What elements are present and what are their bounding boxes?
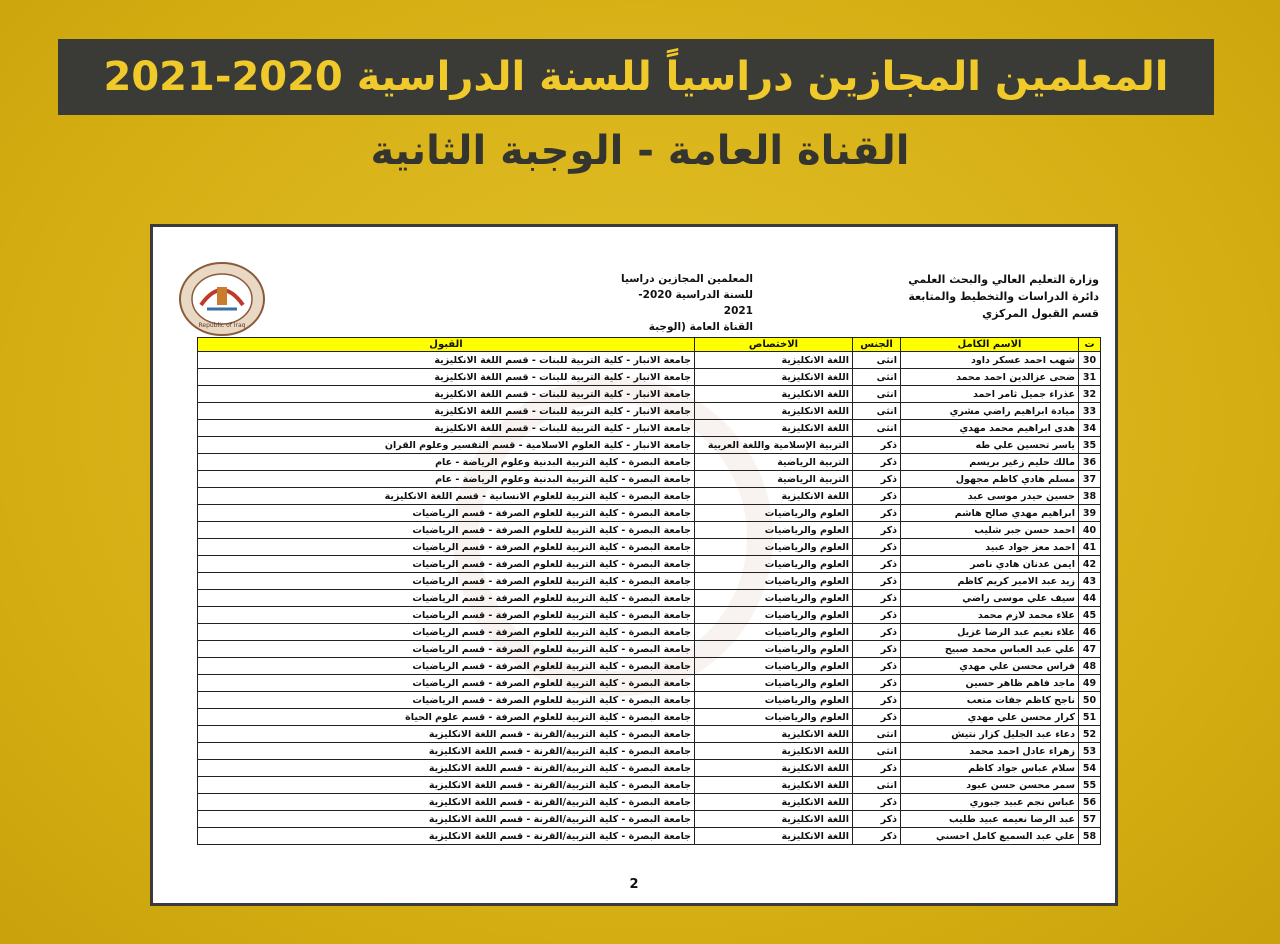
- cell-name: ابراهيم مهدي صالح هاشم: [901, 505, 1079, 522]
- table-row: [198, 777, 1101, 794]
- table-row: [198, 471, 1101, 488]
- cell-index: 48: [1079, 658, 1101, 675]
- cell-gender: ذكر: [853, 709, 901, 726]
- cell-gender: انثى: [853, 777, 901, 794]
- doc-title-line: للسنة الدراسية 2020-2021: [638, 289, 753, 317]
- cell-name: ياسر تحسين علي طه: [901, 437, 1079, 454]
- cell-admission: جامعة البصرة - كلية التربية للعلوم الصرفة - قسم علوم الحياة: [198, 709, 695, 726]
- cell-admission: جامعة البصرة - كلية التربية البدنية وعلوم الرياضة - عام: [198, 471, 695, 488]
- cell-admission: جامعة البصرة - كلية التربية للعلوم الصرفة - قسم الرياضيات: [198, 641, 695, 658]
- table-row: [198, 726, 1101, 743]
- cell-specialization: التربية الرياضية: [695, 454, 853, 471]
- cell-name: سلام عباس جواد كاظم: [901, 760, 1079, 777]
- ministry-block: [908, 271, 1099, 322]
- table-row: [198, 590, 1101, 607]
- table-row: [198, 454, 1101, 471]
- table-row: [198, 539, 1101, 556]
- table-row: [198, 403, 1101, 420]
- cell-name: ناجح كاظم جفات متعب: [901, 692, 1079, 709]
- cell-index: 35: [1079, 437, 1101, 454]
- cell-admission: جامعة الانبار - كلية التربية للبنات - قسم اللغة الانكليزية: [198, 403, 695, 420]
- cell-specialization: التربية الإسلامية واللغة العربية: [695, 437, 853, 454]
- cell-gender: ذكر: [853, 624, 901, 641]
- cell-admission: جامعة البصرة - كلية التربية للعلوم الانسانية - قسم اللغة الانكليزية: [198, 488, 695, 505]
- cell-specialization: العلوم والرياضيات: [695, 539, 853, 556]
- cell-admission: جامعة البصرة - كلية التربية/القرنة - قسم اللغة الانكليزية: [198, 828, 695, 845]
- cell-admission: جامعة البصرة - كلية التربية/القرنة - قسم اللغة الانكليزية: [198, 777, 695, 794]
- cell-specialization: العلوم والرياضيات: [695, 590, 853, 607]
- table-row: [198, 794, 1101, 811]
- cell-gender: انثى: [853, 743, 901, 760]
- table-row: [198, 743, 1101, 760]
- cell-name: احمد حسن جبر شليب: [901, 522, 1079, 539]
- cell-index: 30: [1079, 352, 1101, 369]
- cell-index: 52: [1079, 726, 1101, 743]
- cell-gender: انثى: [853, 403, 901, 420]
- header-banner: [58, 39, 1214, 115]
- col-header-gender: الجنس: [853, 338, 901, 352]
- cell-gender: ذكر: [853, 794, 901, 811]
- cell-admission: جامعة البصرة - كلية التربية للعلوم الصرفة - قسم الرياضيات: [198, 607, 695, 624]
- cell-specialization: اللغة الانكليزية: [695, 369, 853, 386]
- cell-admission: جامعة البصرة - كلية التربية/القرنة - قسم اللغة الانكليزية: [198, 794, 695, 811]
- cell-admission: جامعة البصرة - كلية التربية للعلوم الصرفة - قسم الرياضيات: [198, 692, 695, 709]
- cell-index: 42: [1079, 556, 1101, 573]
- col-header-specialization: الاختصاص: [695, 338, 853, 352]
- cell-admission: جامعة الانبار - كلية التربية للبنات - قسم اللغة الانكليزية: [198, 352, 695, 369]
- cell-index: 34: [1079, 420, 1101, 437]
- col-header-name: الاسم الكامل: [901, 338, 1079, 352]
- cell-specialization: اللغة الانكليزية: [695, 726, 853, 743]
- cell-name: علي عبد العباس محمد صبيح: [901, 641, 1079, 658]
- cell-gender: ذكر: [853, 539, 901, 556]
- cell-gender: ذكر: [853, 488, 901, 505]
- cell-index: 49: [1079, 675, 1101, 692]
- cell-specialization: العلوم والرياضيات: [695, 573, 853, 590]
- cell-gender: انثى: [853, 726, 901, 743]
- document-page: [150, 224, 1118, 906]
- cell-index: 58: [1079, 828, 1101, 845]
- cell-index: 43: [1079, 573, 1101, 590]
- cell-name: فراس محسن علي مهدي: [901, 658, 1079, 675]
- cell-specialization: العلوم والرياضيات: [695, 624, 853, 641]
- cell-gender: ذكر: [853, 811, 901, 828]
- ministry-line: وزارة التعليم العالي والبحث العلمي: [908, 273, 1099, 286]
- cell-admission: جامعة الانبار - كلية التربية للبنات - قسم اللغة الانكليزية: [198, 369, 695, 386]
- table-row: [198, 675, 1101, 692]
- cell-name: زهراء عادل احمد محمد: [901, 743, 1079, 760]
- cell-specialization: التربية الرياضية: [695, 471, 853, 488]
- cell-admission: جامعة البصرة - كلية التربية للعلوم الصرفة - قسم الرياضيات: [198, 590, 695, 607]
- cell-gender: ذكر: [853, 437, 901, 454]
- cell-index: 57: [1079, 811, 1101, 828]
- cell-admission: جامعة البصرة - كلية التربية للعلوم الصرفة - قسم الرياضيات: [198, 658, 695, 675]
- cell-gender: ذكر: [853, 505, 901, 522]
- table-row: [198, 811, 1101, 828]
- header-title: المعلمين المجازين دراسياً للسنة الدراسية 2020-2021: [103, 54, 1169, 100]
- cell-name: عبد الرضا نعيمه عبيد طليب: [901, 811, 1079, 828]
- cell-specialization: العلوم والرياضيات: [695, 692, 853, 709]
- cell-gender: انثى: [853, 386, 901, 403]
- table-row: [198, 488, 1101, 505]
- cell-admission: جامعة البصرة - كلية التربية للعلوم الصرفة - قسم الرياضيات: [198, 573, 695, 590]
- cell-name: هدى ابراهيم محمد مهدي: [901, 420, 1079, 437]
- cell-index: 53: [1079, 743, 1101, 760]
- table-row: [198, 386, 1101, 403]
- table-row: [198, 709, 1101, 726]
- cell-specialization: اللغة الانكليزية: [695, 828, 853, 845]
- cell-index: 50: [1079, 692, 1101, 709]
- cell-admission: جامعة البصرة - كلية التربية للعلوم الصرفة - قسم الرياضيات: [198, 539, 695, 556]
- cell-gender: انثى: [853, 369, 901, 386]
- table-row: [198, 641, 1101, 658]
- cell-gender: ذكر: [853, 454, 901, 471]
- table-row: [198, 607, 1101, 624]
- logo-caption: Republic of Iraq: [198, 322, 246, 329]
- col-header-index: ت: [1079, 338, 1101, 352]
- table-row: [198, 522, 1101, 539]
- cell-name: عباس نجم عبيد جبوري: [901, 794, 1079, 811]
- cell-index: 41: [1079, 539, 1101, 556]
- cell-gender: انثى: [853, 420, 901, 437]
- cell-admission: جامعة الانبار - كلية العلوم الاسلامية - قسم التفسير وعلوم القران: [198, 437, 695, 454]
- table-row: [198, 420, 1101, 437]
- cell-gender: ذكر: [853, 573, 901, 590]
- cell-admission: جامعة البصرة - كلية التربية للعلوم الصرفة - قسم الرياضيات: [198, 556, 695, 573]
- cell-name: مسلم هادي كاظم مجهول: [901, 471, 1079, 488]
- cell-admission: جامعة البصرة - كلية التربية للعلوم الصرفة - قسم الرياضيات: [198, 624, 695, 641]
- cell-name: علاء نعيم عبد الرضا غزيل: [901, 624, 1079, 641]
- cell-admission: جامعة البصرة - كلية التربية للعلوم الصرفة - قسم الرياضيات: [198, 505, 695, 522]
- ministry-logo-icon: [179, 261, 265, 337]
- cell-admission: جامعة البصرة - كلية التربية/القرنة - قسم اللغة الانكليزية: [198, 743, 695, 760]
- cell-name: علي عبد السميع كامل احسني: [901, 828, 1079, 845]
- cell-specialization: العلوم والرياضيات: [695, 607, 853, 624]
- cell-index: 44: [1079, 590, 1101, 607]
- cell-specialization: العلوم والرياضيات: [695, 709, 853, 726]
- cell-index: 56: [1079, 794, 1101, 811]
- table-row: [198, 624, 1101, 641]
- cell-name: عذراء جميل ثامر احمد: [901, 386, 1079, 403]
- cell-name: ايمن عدنان هادي ناصر: [901, 556, 1079, 573]
- ministry-line: قسم القبول المركزي: [982, 307, 1099, 320]
- cell-name: مالك حليم زغير بريسم: [901, 454, 1079, 471]
- table-row: [198, 556, 1101, 573]
- cell-gender: ذكر: [853, 828, 901, 845]
- cell-specialization: اللغة الانكليزية: [695, 760, 853, 777]
- cell-index: 47: [1079, 641, 1101, 658]
- cell-specialization: العلوم والرياضيات: [695, 505, 853, 522]
- table-row: [198, 352, 1101, 369]
- cell-specialization: اللغة الانكليزية: [695, 811, 853, 828]
- cell-specialization: العلوم والرياضيات: [695, 658, 853, 675]
- header-subtitle: القناة العامة - الوجبة الثانية: [370, 128, 910, 174]
- cell-gender: ذكر: [853, 471, 901, 488]
- cell-specialization: العلوم والرياضيات: [695, 522, 853, 539]
- cell-name: علاء محمد لازم محمد: [901, 607, 1079, 624]
- cell-specialization: اللغة الانكليزية: [695, 352, 853, 369]
- cell-admission: جامعة البصرة - كلية التربية للعلوم الصرفة - قسم الرياضيات: [198, 522, 695, 539]
- table-row: [198, 505, 1101, 522]
- cell-gender: ذكر: [853, 760, 901, 777]
- cell-specialization: اللغة الانكليزية: [695, 743, 853, 760]
- table-body: [198, 352, 1101, 845]
- ministry-line: دائرة الدراسات والتخطيط والمتابعة: [908, 290, 1099, 303]
- cell-gender: ذكر: [853, 658, 901, 675]
- cell-gender: انثى: [853, 352, 901, 369]
- cell-index: 31: [1079, 369, 1101, 386]
- cell-gender: ذكر: [853, 556, 901, 573]
- cell-name: شهب احمد عسكر داود: [901, 352, 1079, 369]
- cell-specialization: اللغة الانكليزية: [695, 420, 853, 437]
- cell-gender: ذكر: [853, 675, 901, 692]
- cell-name: زيد عبد الامير كريم كاظم: [901, 573, 1079, 590]
- doc-title-line: القناة العامة (الوجبة: [648, 321, 753, 333]
- page-number: 2: [629, 877, 639, 892]
- cell-specialization: اللغة الانكليزية: [695, 386, 853, 403]
- table-row: [198, 573, 1101, 590]
- cell-name: احمد معز جواد عبيد: [901, 539, 1079, 556]
- cell-index: 36: [1079, 454, 1101, 471]
- cell-gender: ذكر: [853, 607, 901, 624]
- table-row: [198, 658, 1101, 675]
- cell-gender: ذكر: [853, 692, 901, 709]
- cell-specialization: اللغة الانكليزية: [695, 403, 853, 420]
- cell-index: 32: [1079, 386, 1101, 403]
- table-row: [198, 760, 1101, 777]
- cell-name: ماجد فاهم ظاهر حسين: [901, 675, 1079, 692]
- cell-specialization: اللغة الانكليزية: [695, 488, 853, 505]
- cell-gender: ذكر: [853, 641, 901, 658]
- cell-name: سمر محسن حسن عبود: [901, 777, 1079, 794]
- table-row: [198, 692, 1101, 709]
- cell-gender: ذكر: [853, 522, 901, 539]
- doc-title-line: المعلمين المجازين دراسيا: [621, 273, 753, 285]
- cell-gender: ذكر: [853, 590, 901, 607]
- cell-specialization: العلوم والرياضيات: [695, 641, 853, 658]
- cell-specialization: العلوم والرياضيات: [695, 556, 853, 573]
- cell-specialization: العلوم والرياضيات: [695, 675, 853, 692]
- cell-index: 39: [1079, 505, 1101, 522]
- cell-admission: جامعة البصرة - كلية التربية/القرنة - قسم اللغة الانكليزية: [198, 760, 695, 777]
- cell-index: 40: [1079, 522, 1101, 539]
- cell-index: 55: [1079, 777, 1101, 794]
- cell-name: كرار محسن علي مهدي: [901, 709, 1079, 726]
- cell-name: ضحى عزالدين احمد محمد: [901, 369, 1079, 386]
- col-header-admission: القبول: [198, 338, 695, 352]
- table-header-row: [198, 338, 1101, 352]
- cell-admission: جامعة الانبار - كلية التربية للبنات - قسم اللغة الانكليزية: [198, 386, 695, 403]
- cell-index: 54: [1079, 760, 1101, 777]
- cell-index: 45: [1079, 607, 1101, 624]
- cell-specialization: اللغة الانكليزية: [695, 777, 853, 794]
- cell-index: 46: [1079, 624, 1101, 641]
- cell-admission: جامعة البصرة - كلية التربية/القرنة - قسم اللغة الانكليزية: [198, 726, 695, 743]
- cell-index: 37: [1079, 471, 1101, 488]
- table-row: [198, 828, 1101, 845]
- cell-admission: جامعة الانبار - كلية التربية للبنات - قسم اللغة الانكليزية: [198, 420, 695, 437]
- cell-index: 38: [1079, 488, 1101, 505]
- cell-admission: جامعة البصرة - كلية التربية/القرنة - قسم اللغة الانكليزية: [198, 811, 695, 828]
- cell-admission: جامعة البصرة - كلية التربية للعلوم الصرفة - قسم الرياضيات: [198, 675, 695, 692]
- cell-name: حسين حيدر موسى عبد: [901, 488, 1079, 505]
- cell-index: 33: [1079, 403, 1101, 420]
- cell-index: 51: [1079, 709, 1101, 726]
- table-row: [198, 437, 1101, 454]
- results-table: [197, 337, 1101, 845]
- cell-name: ميادة ابراهيم راضي مشري: [901, 403, 1079, 420]
- cell-specialization: اللغة الانكليزية: [695, 794, 853, 811]
- cell-name: دعاء عبد الجليل كزار نتيش: [901, 726, 1079, 743]
- table-row: [198, 369, 1101, 386]
- cell-admission: جامعة البصرة - كلية التربية البدنية وعلوم الرياضة - عام: [198, 454, 695, 471]
- cell-name: سيف علي موسى راضي: [901, 590, 1079, 607]
